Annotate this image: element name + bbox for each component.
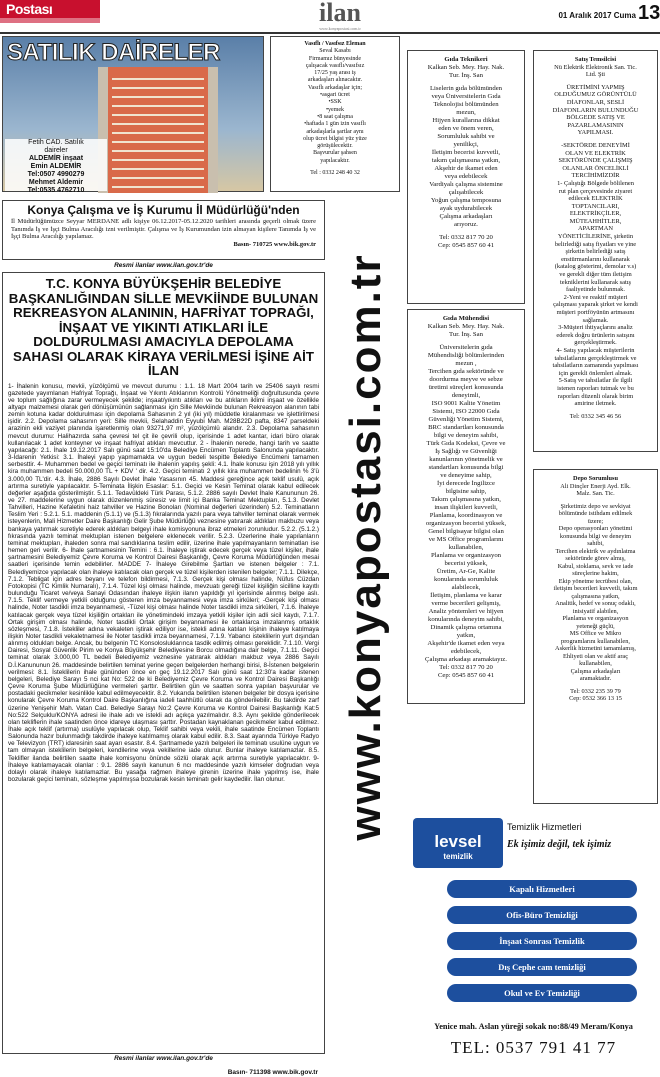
ad-line: kanunlarının yönetmelik ve	[429, 456, 503, 463]
ad-line: veya Üniversitelerin Gıda	[431, 93, 501, 100]
ad-line: Cep: 0545 857 60 41	[437, 242, 495, 249]
ad-line: tahsilatların zamanında yapılması	[552, 362, 639, 370]
notice-basin: Basın- 710725 www.bik.gov.tr	[233, 240, 316, 248]
ad-line: Çalışma arkadaşları	[570, 667, 621, 675]
ad-line: Vasıflı arkadaşlar için;	[308, 84, 362, 91]
ad-line: görüşülecektir.	[317, 143, 353, 150]
service-kapali: Kapalı Hizmetleri	[447, 880, 637, 898]
ad-line: •haftada 1 gün izin vasıflı	[304, 121, 366, 128]
newspaper-logo: Postası	[0, 0, 100, 18]
service-okul: Okul ve Ev Temizliği	[447, 984, 637, 1002]
ad-line: Şirketimiz depo ve sevkiyat	[560, 502, 631, 510]
ad-line: Planlama ve organizasyon	[562, 615, 629, 622]
levsel-title: Temizlik Hizmetleri	[507, 822, 582, 832]
ad-line: aramaktadır.	[579, 675, 612, 682]
ad-line: raporları düzenli olarak birim	[557, 392, 634, 400]
ad-line: OLAN VE ELEKTRİK	[565, 149, 626, 157]
ad-line: 2-Yeni ve reaktif müşteri	[563, 293, 628, 301]
ad-line: (katalog gösterimi, demolar v.s)	[554, 263, 637, 271]
ad-line: TOPTANCILARI,	[571, 202, 620, 210]
ad-line: Planlama, koordinasyon ve	[429, 512, 503, 519]
ad-line: konularında deneyim sahibi,	[428, 616, 504, 623]
ad-line: standartları konusunda bilgi	[428, 464, 504, 471]
notice-title: Konya Çalışma ve İş Kurumu İl Müdürlüğü'nden	[27, 203, 300, 217]
ad-line: programlarını kullanabilen,	[561, 637, 630, 645]
contact-line: Mehmet Aldemir	[28, 179, 84, 186]
ad-line: Nü Elektrik Elektronik San. Tic.	[554, 63, 637, 71]
ad-line: Çalışma arkadaşları	[439, 213, 493, 220]
ad-line: organizasyon becerisi yüksek,	[425, 520, 507, 527]
levsel-address: Yenice mah. Aslan yüreği sokak no:88/49 Meram/Konya	[434, 1022, 633, 1031]
ad-line: İletişim, planlama ve karar	[430, 592, 502, 599]
ad-line: çalışması yaparak şirket ve kendi	[553, 301, 638, 309]
contact-line: Emin ALDEMİR	[30, 163, 82, 170]
ad-line: yeteneği güçlü,	[576, 622, 615, 630]
ad-line: Ehliyeti olan ve aktif araç	[562, 652, 629, 660]
ad-line: Kalkan Seb. Mey. Hay. Nak.	[427, 323, 505, 330]
ad-line: DİAFONLARIN BULUNDUĞU	[552, 106, 639, 114]
ad-line: arkadaşları alınacaktır.	[307, 77, 363, 84]
notice-body: İl Müdürlüğümüzce Seyyar MERDANE adlı kişiye 06.12.2017-05.12.2020 tarihleri arasında geçerli olmak üzere Tanımda İş ve İşçi Bulma Aracılığı izni verilmiştir. Çalışma ve İş Kurumundan izin almayan kişilere Tanımda İş ve İşçi Bulma Aracılığı yapılamaz.	[11, 218, 316, 241]
ad-line: Tel: 0332 235 39 79	[570, 687, 621, 695]
ad-line: Akşehir'de ikamet eden veya	[427, 640, 505, 647]
ad-line: Kabul, stoklama, sevk ve iade	[557, 562, 634, 570]
satilik-contact	[5, 139, 107, 194]
header-divider	[0, 32, 660, 34]
ad-line: üzere;	[587, 517, 604, 525]
contact-line: daireler	[44, 147, 68, 154]
ad-line: •yemek	[325, 106, 345, 113]
ad-line: Analitik, hedef ve sonuç odaklı,	[555, 600, 636, 607]
ad-line: Türk Gıda Kodeksi, Çevre ve	[426, 440, 506, 447]
ad-line: arkadaşlarla şartlar aynı	[306, 128, 364, 135]
page-number: 13	[638, 2, 660, 24]
levsel-slogan: Ek işimiz değil, tek işimiz	[507, 839, 612, 850]
ad-line: bölümünde istihdam edilmek	[558, 510, 633, 517]
ad-title: Depo Sorumlusu	[573, 475, 618, 482]
ad-line: Tel: 0332 817 70 20	[439, 234, 493, 241]
ad-line: edebilecek,	[450, 648, 482, 655]
ad-line: MS Office ve Mikro	[569, 630, 622, 637]
ad-line: Planlama ve organizasyon	[430, 552, 502, 559]
ad-line: ayak uydurabilecek	[439, 205, 493, 212]
ad-line: bilgi ve deneyim sahibi,	[433, 432, 499, 439]
ad-line: Tercihen gıda sektöründe ve	[428, 368, 504, 375]
service-cephe: Dış Cephe cam temizliği	[447, 958, 637, 976]
vertical-url-text: www.konyapostasi.com.tr	[341, 253, 390, 841]
ad-line: Teknolojisi bölümünden	[433, 101, 499, 108]
contact-line: Tel:0535 4762710	[27, 187, 85, 194]
ad-line: PAZARLAMASININ	[567, 121, 624, 129]
gida-teknikeri-ad	[407, 50, 525, 304]
ad-line: MÜTEAHHİTLER,	[569, 217, 622, 225]
ad-line: rut plan çerçevesinde ziyaret	[558, 187, 633, 195]
ad-line: APARTMAN	[578, 225, 613, 233]
contact-line: ALDEMİR inşaat	[28, 155, 84, 162]
ad-title: Gıda Teknikeri	[444, 56, 488, 63]
ad-line: insan ilişkileri kuvvetli,	[434, 504, 498, 511]
ad-line: kullanabilen,	[579, 660, 612, 667]
ad-line: İş Sağlığı ve Güvenliği	[435, 448, 497, 455]
ad-line: doordurma meyve ve sebze	[429, 376, 503, 383]
ad-line: 4- Satış yapılacak müşterilerin	[556, 346, 635, 354]
levsel-logo-text: levsel	[434, 832, 482, 851]
ad-line: Üretim, Ar-Ge, Kalite	[436, 568, 496, 575]
ad-line: Firmamız bünyesinde	[308, 55, 362, 62]
ad-line: Vardiyalı çalışma sistemine	[429, 181, 503, 188]
ad-line: Tel: 0332 817 70 20	[439, 664, 493, 671]
ad-line: Çalışma arkadaşı aramaktayız.	[425, 656, 507, 663]
ad-line: YAPILMASI.	[577, 129, 614, 137]
ad-line: amirine iletmek.	[574, 400, 617, 408]
levsel-phone: TEL: 0537 791 41 77	[450, 1038, 617, 1057]
ad-line: Sorumluluk sahibi ve	[437, 133, 495, 140]
contact-line: Tel:0507 4990279	[27, 171, 85, 178]
ad-line: 5-Satış ve tahsilatlar ile ilgili	[558, 377, 633, 385]
ad-line: Liselerin gıda bölümünden	[429, 85, 503, 92]
satilik-daireler-ad	[2, 36, 264, 192]
ad-line: faaliyetinde bulunmak.	[566, 286, 625, 294]
ad-line: olup ücret bilgisi yüz yüze	[303, 135, 367, 142]
levsel-temizlik-ad	[407, 812, 660, 1062]
ad-line: çalışabilecek	[448, 189, 484, 196]
resmi-ilanlar-footer: Resmi ilanlar www.ilan.gov.tr'de	[114, 262, 213, 269]
ad-line: yapılacaktır.	[320, 157, 350, 164]
ad-line: çalışmasına yatkın,	[571, 592, 620, 600]
resmi-ilanlar-footer-2: Resmi ilanlar www.ilan.gov.tr'de	[114, 1055, 213, 1062]
ad-line: ve MS Office programlarını	[428, 536, 504, 543]
ad-line: YÖNETİCİLERİNE, şirketin	[557, 233, 634, 241]
ad-line: İletişim becerisi kuvvetli,	[431, 149, 501, 156]
ad-line: istenen raporları tutmak ve bu	[557, 384, 634, 392]
ad-line: Askerlik hizmetini tamamlamış,	[555, 645, 636, 652]
depo-sorumlusu-ad	[533, 469, 658, 804]
ad-line: Sistemi, ISO 22000 Gıda	[432, 408, 500, 415]
ad-line: tahsilatlarını gerçekleştirmek ve	[554, 354, 637, 362]
ad-line: inisiyatif alabilen,	[572, 607, 619, 615]
ad-line: çalışacak vasıflı/vasıfsız	[305, 62, 365, 69]
ad-line: veya edebilecek	[444, 173, 488, 180]
ad-line: takım çalışmasına yatkın,	[431, 157, 501, 164]
ad-line: eden ve önem veren,	[438, 125, 494, 132]
ad-line: Tur. İnş. San	[449, 331, 483, 338]
ad-line: Malz. San. Tic.	[576, 490, 615, 497]
ad-line: yatkın,	[456, 632, 476, 639]
ihale-body: 1- İhalenin konusu, mevkii, yüzölçümü ve mevcut durumu : 1.1. 18 Mart 2004 tarih ve 25406 sayılı resmi gazetede yayımlanan Hafriyat Toprağı, İnşaat ve Yıkıntı Atıklarının Kontrolü Yönetmeliği doğrultusunda çevre ve toplum sağlığına zarar vermeyecek şekilde; inşaat/yıkıntı atıkları ve bu atıkların iklimi inşaat ve özellikle altyapı malzemesi olarak geri dönüşümünün sağlanması için Sille Mevkiinde bulunan Rekreasyon alanının tabi zemin kotuna kadar doldurulması için depolama Sahasının 2 yıl (iki yıl) müddetle kiralanması ve işlettirilmesi işidir. 2.2. Depolama sahasının yeri: Sille mevkii, Selahaddin Eyyubi Mah. M28B22D pafta, 8347 parseldeki arazinin ekli vaziyet planında işaretlenmiş olan 93271,97 m², yüzölçümlü alandır. 2.3. Depolama sahasının mevcut durumu: Halihazırda saha çevresi tel çit ile çevrili olup, içerisinde 1 adet kantar, idari büro olarak kullanılacak 1 adet konteyner ve inşaat hafriyat atıkları mevcuttur. 2 - İhalenin nerede, hangi tarih ve saatte yapılacağı: 2.1. İhale 19.12.2017 Salı günü saat 15:10'da Belediye Encümen Toplantı Salonunda yapılacaktır. 3-İdarenin Yetkisi: 3.1. İhaleyi yapıp yapmamakta ve uygun bedeli tespitte Belediye Encümeni tamamen serbesttir. 4- Muhammen bedel ve geçici teminatı ile ihalenin yapılış şekli: 4.1. İhale konusu işin 2018 yılı yıllık kira muhammen bedeli 50.000,00 TL + KDV ' dir. 4.2. Geçici teminatı 2 yıllık kira muhammen bedelinin % 3'ü 3.000,00 TL'dir. 4.3. İhale, 2886 Sayılı Devlet İhale Yasasının 45. Maddesi gereğince açık teklif usulü, açık artırma suretiyle yapılacaktır. 5-Teminata İlişkin Esaslar: 5.1. Geçici ve Kesin Teminat olarak kabul edilecek değerler aşağıda gösterilmiştir. 5.1.1. Tedavüldeki Türk Parası, 5.1.2. 2886 sayılı Devlet İhale Kanununun 26. ve 27. maddelerine uygun olarak düzenlenmiş süresiz ve limit içi Banka Teminat Mektupları, 5.1.3. Devlet Tahvilleri, Hazine Kefaletini haiz tahviller ve Hazine Bonoları (Nominal değerleri üzerinden) 5.2. Teminatların Teslim Yeri : 5.2.1. 5.1. maddenin (5.1.1) ve (5.1.3) fıkralarında yazılı para veya tahviller teminat olarak vermek isteyenlerin, Mali Hizmetler Daire Başkanlığı Gelir Şube Müdürlüğü veznesine yatırarak aldıkları makbuzu veya bankaya yatırmak suretiyle ederek aldıkları belgeyi ihale komisyonuna ibraz etmeleri zorunludur. 5.2.2. (5.1.2.) fıkrasında yazılı teminat mektupları istenen belgelere eklenecek verilir. 5.2.3. Üzerlerine ihale yapılanların teminat mektupları, ihaleden sonra mal sandıklarına teslim edilir, üzerine ihale yapılmayanların teminatları ise hemen geri verilir. 6- İhale şartnamesinin Temini : 6.1. İhaleye iştirak edecek gerçek veya tüzel kişiler, ihale şartnamesini Belediyemiz Çevre Koruma ve Kontrol Dairesi Başkanlığı, Çevre Koruma Müdürlüğünden mesai saatleri içerisinde temin edebilirler. MADDE 7- İhaleye Girebilme Şartları ve istenen belgeler : 7.1. Belediyemizce yapılacak olan ihaleye katılacak olan gerçek ve tüzel kişilerden istenilen belgeler; 7.1.1. Dilekçe, 7.1.2. Tebligat için adres beyanı ve telefon bildirmesi, 7.1.3. Gerçek kişi olması halinde, Nüfus Cüzdan Fotokopisi (TC Kimlik Numaralı), 7.1.4. Tüzel kişi olması halinde, mevzuatı gereği tüzel kişiliğin sicilline kayıtlı bulunduğu Ticaret ve/veya Sanayi Odasından ihaleye ilişkin ilanın yapıldığı yıl içerisinde alınmış belge aslı. 7.1.5. Teklif vermeye yetkili olduğunu gösteren imza beyannamesi veya imza sirküleri; -Gerçek kişi olması halinde, Noter tasdikli imza beyannamesi, -Tüzel kişi olması halinde Noter tasdikli imza sirküleri, 7.1.6. İhaleye katılacak gerçek veya tüzel kişiliğin ortakları ile yönetimindeki imzaya yetkili kişiler için adli sicil kaydı, 7.1.7. Ortak girişim olması halinde, Noter tasdikli Ortak girişim beyannamesi ile ortaklarca imzalanmış ortaklık sözleşmesi, 7.1.8. İstekliler adına vekaleten iştirak ediliyor ise, istekli adına katılan kişinin ihaleye katılmaya ilişkin Noter tasdikli vekaletnamesi ile Noter tasdikli imza beyannamesi, 7.1.9. Yabancı isteklilerin yurt dışından alınmış oldukları belge. Ancak, bu belgenin TC Konsolosluklarınca tasdik edilmiş olması gereklidir. 7.1.10. Vergi Dairesi, Sosyal Güvenlik Pirim ve Konya Büyükşehir Belediyesine Borcu olmadığına dair belge, 7.1.11. Geçici teminat olarak 3.000,00 TL bedeli Belediyemiz veznesine yatırarak aldıkları makbuz veya 2886 Sayılı D.İ.Kanununun 26. maddesinde belirtilen teminat yerine geçen belgelerden herhangi birisi, 8-İstenen belgelerin verilmesi: 8.1. İsteklilerin ihale gününden önce en geç 19.12.2017 Salı günü saat 12:30'a kadar istenen belgeleri, Belediye Sarayı 5 nci kat No: 522 de ki Belediyemiz Çevre Koruma ve Kontrol Dairesi Başkanlığı Çevre Koruma Şube Müdürlüğüne vermeleri şarttır. Belirtilen gün ve saatten sonra yapılan başvurular ve postadaki gecikmeler kesinlikle kabul edilmeyecektir. 8.2. Yukarıda belirtilen istenen belgeler bir dosya içerisine konularak Çevre Koruma Kontrol Daire Başkanlığına iadeli taahhütlü olarak da gönderilebilir. Bu takdirde zarf üzerine Yenişehir Mah. Vatan Cad. Belediye Sarayı No:2 Çevre Koruma ve Kontrol Dairesi Başkanlığı Kat:5 No:522 Selçuklu/KONYA adresi ile ihale adı ve istekli adı açıkça yazılmalıdır. 8.3. Aynı şekilde gönderilecek olan tekliflerin ihale saatinden önce idareye ulaşması şarttır. Postadan kaynaklanan gecikmeler kabul edilmez. İhale açık teklif (artırma) usulüyle yapılacak olup, Teklif sahibi veya vekili, ihale saatinde Encümen Toplantı Salonunda hazır bulunmadığı takdirde ihaleye katılmamış olarak kabul edilir. 8.3. Saat ayarında Türkiye Radyo ve Televizyon (TRT) idaresinin saat ayarı esastır. 8.4. Şartnamede yazılı belgeleri ile teminatı usulüne uygun ve tam olmayan isteklilerin belgeleri, kendilerine veya vekillerine iade olunur. Bunlar ihaleye katılamazlar. 8.5. Teklifler ilanda belirtilen saatte ihale komisyonu önünde sözlü olarak açık artırma suretiyle yapılacaktır. 9-İhaleye katılamayacak olanlar : 9.1. 2886 sayılı kanunun 6 ncı maddesinde yazılı kimseler doğrudan veya dolaylı olarak ihaleye katılamazlar. Bu yasağa rağmen ihaleye girenin üzerine ihale yapılmış ise, ihale bozularak geçici teminatı, sözleşme yapılmışsa bozularak kesin teminatı gelir kaydedilir. İlan olunur.	[8, 382, 319, 784]
ad-line: DİAFONLAR, SESLİ	[566, 98, 625, 106]
ad-line: Akşehir de ikamet eden	[434, 165, 498, 172]
ad-line: mezun ,	[455, 360, 477, 367]
levsel-logo	[413, 818, 503, 868]
ad-line: TERCİHİMİZDİR	[571, 172, 620, 180]
ad-line: kullanabilen,	[448, 544, 484, 551]
contact-line: Fetih CAD. Satılık	[28, 139, 84, 146]
ad-title: Vasıflı / Vasıfsız Eleman	[304, 41, 366, 47]
ad-line: Tercihen elektrik ve aydınlatma	[555, 547, 636, 555]
konya-is-kurumu-notice	[2, 200, 325, 260]
ad-line: Hijyen kurallarına dikkat	[432, 117, 500, 124]
ad-line: belirlediği satış fiyatları ve yine	[554, 240, 637, 248]
ad-line: iletişim becerileri kuvvetli, takım	[553, 585, 638, 592]
ad-line: Kalkan Seb. Mey. Hay. Nak.	[427, 64, 505, 71]
issue-date: 01 Aralık 2017 Cuma	[558, 11, 636, 20]
ad-line: 3-Müşteri ihtiyaçlarını analiz	[558, 324, 633, 332]
ad-line: Tur. İnş. San	[449, 72, 483, 79]
ad-line: Mühendisliği bölümlerinden	[427, 352, 505, 359]
ad-line: BÖLGEDE SATIŞ VE	[566, 114, 625, 122]
ad-line: ISO 9001 Kalite Yönetim	[431, 400, 501, 407]
ad-line: yenilikçi,	[453, 141, 479, 148]
ad-line: sağlamak.	[582, 316, 609, 324]
ad-line: İyi derecede İngilizce	[437, 480, 495, 487]
ad-line: konusunda bilgi ve deneyim	[559, 532, 632, 540]
ad-line: •SSK	[328, 99, 342, 106]
satis-temsilcisi-ad	[533, 50, 658, 452]
ad-line: Tel: 0332 345 46 56	[569, 412, 622, 420]
ad-line: için gerekli önlemleri almak.	[558, 369, 633, 377]
ad-line: Dinamik çalışma ortamına	[430, 624, 502, 631]
ad-line: ve gerekli diğer tüm iletişim	[559, 271, 632, 279]
satilik-title: SATILIK DAİRELER	[7, 39, 220, 66]
ad-line: alabilecek,	[451, 584, 481, 591]
ad-line: verme becerileri gelişmiş,	[431, 600, 501, 607]
ad-line: Ekip yönetme tecrübesi olan,	[558, 577, 633, 585]
section-title: ilan	[319, 0, 361, 27]
ad-line: 17/25 yaş arası iş	[314, 70, 356, 77]
ad-line: -SEKTÖRDE DENEYİMİ	[561, 141, 630, 149]
gida-muhendisi-ad	[407, 309, 525, 704]
building-photo	[98, 67, 218, 193]
ihale-basin: Basın- 711398 www.bik.gov.tr	[227, 1068, 318, 1076]
ad-line: mezun,	[456, 109, 476, 116]
ad-line: Yoğun çalışma temposuna	[430, 197, 502, 204]
ad-line: edilecek ELEKTRİK	[568, 195, 623, 203]
ad-line: SEKTÖRÜNDE ÇALIŞMIŞ	[558, 157, 633, 165]
ad-line: şirketin belirlediği satış	[565, 248, 626, 256]
ad-line: sektöründe görev almış,	[565, 555, 626, 562]
ad-line: OLANLAR ÖNCELİKLİ	[562, 164, 629, 172]
ad-line: Güvenliği Yönetim Sistemi,	[428, 416, 504, 423]
ad-line: •8 saat çalışma	[317, 113, 353, 120]
ad-line: Cep: 0545 857 60 41	[437, 672, 495, 679]
ad-line: Takım çalışmasına yatkın,	[431, 496, 501, 503]
ad-line: Ltd. Şti	[585, 71, 606, 79]
ad-line: OLDUĞUMUZ GÖRÜNTÜLÜ	[554, 91, 637, 99]
levsel-logo-sub: temizlik	[443, 852, 473, 861]
vertical-url-banner	[336, 40, 396, 1055]
ad-line: gerçekleştirmek.	[574, 339, 617, 347]
ad-line: Üniversitelerin gıda	[439, 344, 493, 351]
section-url: www.konyapostasi.com.tr	[319, 26, 361, 31]
ad-line: •asgari ücret	[320, 92, 350, 99]
ad-line: sahibi,	[587, 540, 604, 547]
ad-line: Cep: 0532 366 13 15	[569, 695, 622, 702]
ihale-title: T.C. KONYA BÜYÜKŞEHİR BELEDİYE BAŞKANLIĞINDAN SİLLE MEVKİİNDE BULUNAN REKREASYON ALANININ, HAFRİYAT TOPRAĞI, İNŞAAT VE YIKINTI ATIKLARI İLE DOLDURULMASI AMACIYLA DEPOLAMA SAHASI OLARAK KİRAYA VERİLMESİ İŞİNE AİT İLAN	[8, 276, 319, 378]
ad-line: Ali Dinçler Enerji Ayd. Elk.	[560, 482, 631, 490]
ad-line: müşteri portföyünün artmasını	[556, 309, 635, 316]
ad-line: enstürmanlarını kullanarak	[561, 255, 630, 263]
ad-line: ederek doğru ürünlerin satışını	[556, 331, 635, 339]
ad-line: Başvurular şahsen	[313, 150, 357, 157]
ad-line: Depo operasyonları yönetimi	[558, 525, 633, 532]
ad-line: Tel : 0332 248 40 32	[310, 170, 360, 177]
ad-line: 1- Çalıştığı Bölgede bölilenen	[557, 179, 634, 187]
ad-line: ve deneyime sahip,	[440, 472, 492, 479]
ad-line: konularında sorumluluk	[433, 576, 499, 583]
ad-line: Genel bilgisayar bilgisi olan	[428, 528, 504, 535]
ad-line: deneyimli,	[451, 392, 481, 399]
ad-line: BRC standartları konusunda	[428, 424, 504, 431]
service-insaat: İnşaat Sonrası Temizlik	[447, 932, 637, 950]
ad-line: Seval Kasabı	[319, 48, 351, 55]
service-ofis: Ofis-Büro Temizliği	[447, 906, 637, 924]
ad-line: arıyoruz.	[454, 221, 478, 228]
ad-title: Gıda Mühendisi	[442, 315, 490, 322]
ad-line: bilgisine sahip,	[445, 488, 487, 495]
ad-line: üretimi süreçleri konusunda	[428, 384, 504, 391]
ad-line: tekniklerini kullanarak satış	[560, 278, 631, 286]
ad-line: ELEKTRİKÇİLER,	[569, 210, 622, 218]
ad-line: Analiz yöntemleri ve hijyen	[428, 608, 504, 615]
logo-underline	[0, 18, 100, 23]
ad-line: ÜRETİMİNİ YAPMIŞ	[566, 83, 625, 91]
ad-title: Satış Temsilcisi	[574, 56, 617, 63]
ad-line: becerisi yüksek,	[444, 560, 488, 567]
ad-line: süreçlerine hakim,	[572, 570, 619, 577]
